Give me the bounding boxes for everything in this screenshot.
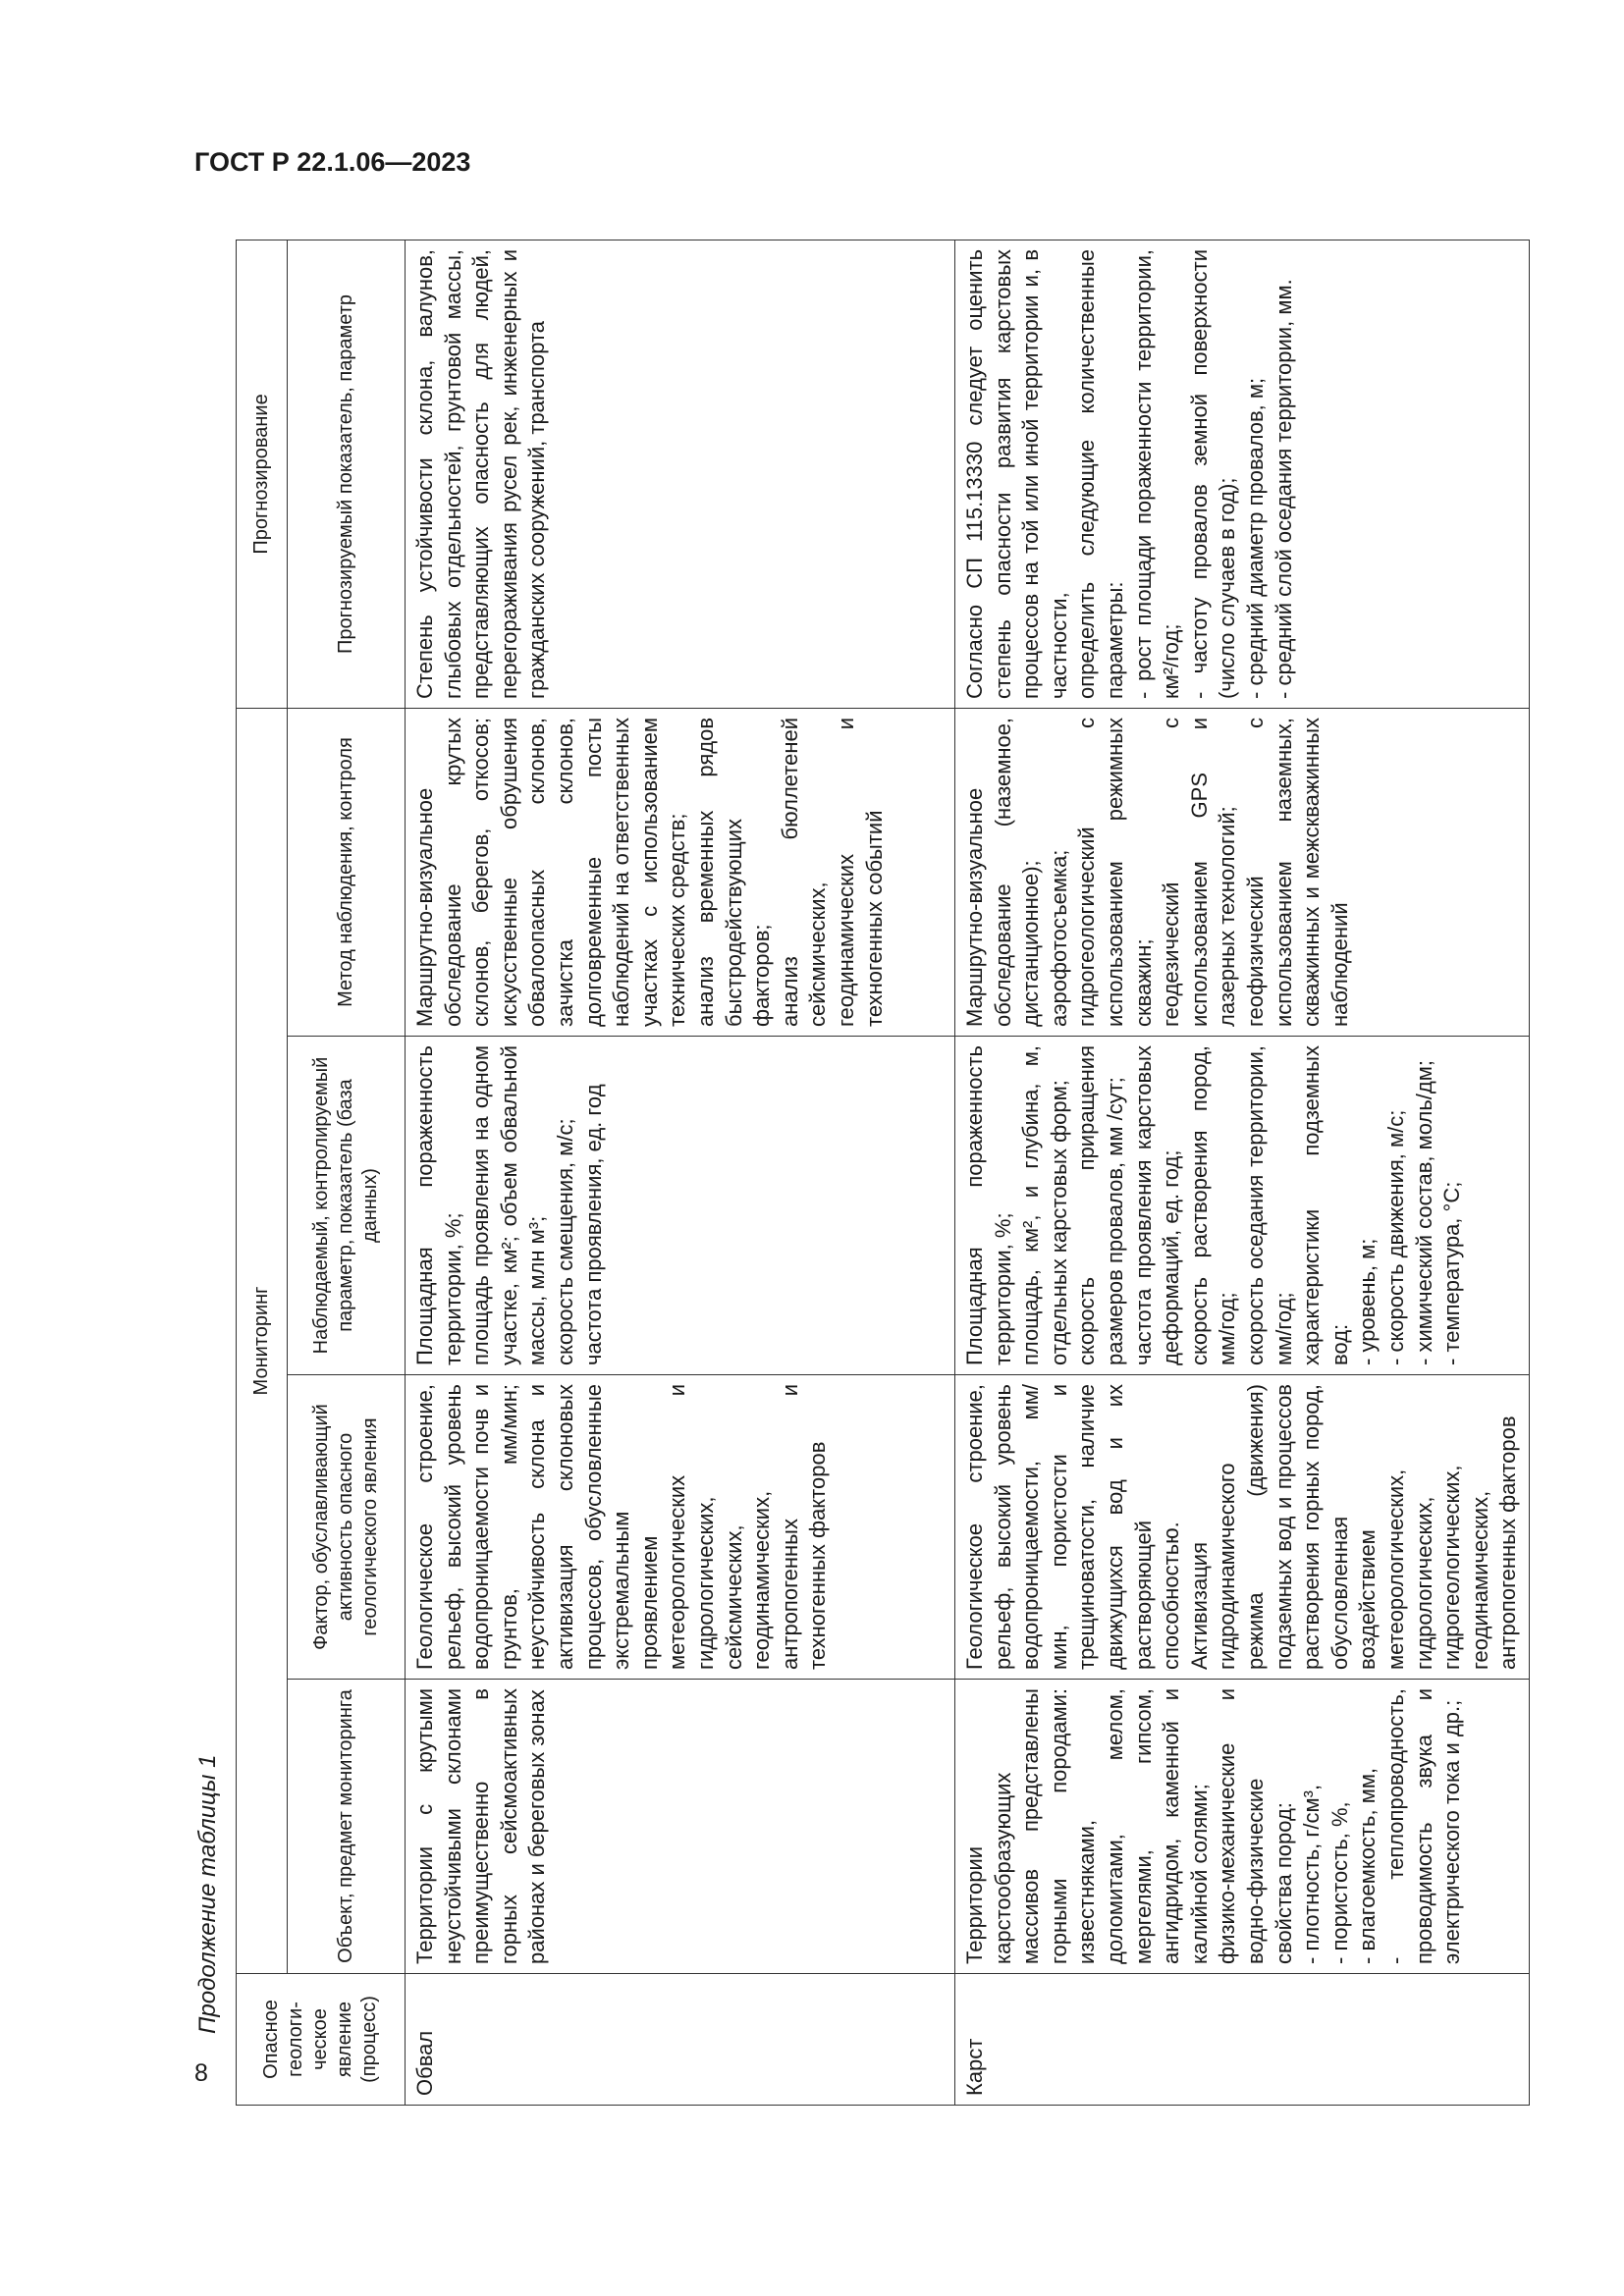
- list-item: аэрофотосъемка;: [1046, 849, 1071, 1027]
- header-forecast: Прогнозируемый показатель, параметр: [288, 240, 406, 708]
- list-item: - температура, °С;: [1439, 1181, 1465, 1365]
- cell-parameter: [406, 1037, 955, 1375]
- list-item: площадь проявления на одном участке, км²; объем обвальной массы, млн м³;: [468, 1045, 550, 1365]
- page-number: 8: [194, 2059, 208, 2087]
- list-item: - теплопроводность, проводимость звука и электрического тока и др.;: [1382, 1688, 1465, 1964]
- cell-factor: Геологическое строение, рельеф, высокий уровень водопроницаемости почв и грунтов, мм/мин; неустойчивость склона и активизация склоновых процессов, обусловленные экстремальным проявлением метеорологических и гидрологических, сейсмических, геодинамических, антропогенных и техногенных факторов: [406, 1375, 955, 1680]
- list-item: - химический состав, моль/дм;: [1411, 1060, 1436, 1365]
- cell-object: Территории с крутыми неустойчивыми склонами преимущественно в горных сейсмоактивных районах и береговых зонах: [406, 1680, 955, 1974]
- list-item: - влагоемкость, мм,: [1355, 1767, 1380, 1964]
- header-factor: Фактор, обуславливающий активность опасного геологического явления: [288, 1375, 406, 1680]
- document-header: ГОСТ Р 22.1.06—2023: [194, 147, 471, 177]
- cell-forecast: Степень устойчивости склона, валунов, глыбовых отдельностей, грунтовой массы, представляющих опасность для людей, перегораживания русел рек, инженерных и гражданских сооружений, транспорта: [406, 240, 955, 708]
- list-item: Согласно СП 115.13330 следует оценить степень опасности развития карстовых процессов на той или иной территории и, в частности,: [962, 248, 1071, 699]
- table-row-obval: [406, 240, 955, 2105]
- header-parameter: Наблюдаемый, контролируемый параметр, показатель (база данных): [288, 1037, 406, 1375]
- list-item: - уровень, м;: [1355, 1238, 1380, 1365]
- list-item: - плотность, г/см³,: [1299, 1784, 1325, 1964]
- list-item: Территории карстообразующих массивов представлены горными породами: известняками, доломитами, мелом, мергелями, гипсом, ангидридом, каменной и калийной солями;: [962, 1688, 1212, 1964]
- list-item: Маршрутно-визуальное обследование крутых склонов, берегов, откосов; искусственные обрушения обвалоопасных склонов, зачистка склонов, долговременные посты наблюдений на ответственных участках с использованием технических средств;: [412, 717, 690, 1027]
- list-item: частота проявления, ед. год: [580, 1084, 606, 1365]
- table-row-karst: [955, 240, 1530, 2105]
- list-item: Маршрутно-визуальное обследование (наземное, дистанционное);: [962, 717, 1044, 1027]
- cell-method: [406, 708, 955, 1036]
- list-item: геофизический с использованием наземных, скважинных и межскважинных наблюдений: [1242, 717, 1352, 1027]
- list-item: характеристики подземных вод:: [1299, 1045, 1352, 1365]
- list-item: - скорость движения, м/с;: [1382, 1109, 1408, 1365]
- list-item: - пористость, %,: [1326, 1801, 1352, 1964]
- list-item: скорость смещения, м/с;: [552, 1118, 577, 1365]
- list-item: частота проявления карстовых деформаций, ед. год;: [1130, 1045, 1184, 1365]
- header-method: Метод наблюдения, контроля: [288, 708, 406, 1036]
- cell-method: [955, 708, 1530, 1036]
- list-item: скорость растворения пород, мм/год;: [1186, 1045, 1240, 1365]
- list-item: гидрогеологический с использованием режимных скважин;: [1074, 717, 1156, 1027]
- list-item: Активизация гидродинамического режима (движения) подземных вод и процессов растворения горных пород, обусловленная воздействием метеорологических, гидрологических, гидрогеологических, геодинамических, антропогенных факторов: [1186, 1384, 1521, 1670]
- list-item: - рост площади пораженности территории, км²/год;: [1130, 248, 1184, 699]
- rotated-table-container: [236, 240, 1521, 2106]
- list-item: - частоту провалов земной поверхности (число случаев в год);: [1186, 248, 1240, 699]
- list-item: Площадная пораженность территории, %;: [962, 1045, 1015, 1365]
- list-item: скорость оседания территории, мм/год;: [1242, 1045, 1296, 1365]
- cell-phenomenon: Карст: [955, 1974, 1530, 2106]
- list-item: анализ бюллетеней сейсмических, геодинамических и техногенных событий: [777, 717, 887, 1027]
- header-phenomenon: Опасное геологи-ческое явление (процесс): [237, 1974, 406, 2106]
- list-item: площадь, км², и глубина, м, отдельных карстовых форм;: [1018, 1045, 1071, 1365]
- header-group-monitoring: Мониторинг: [237, 708, 288, 1973]
- list-item: геодезический с использованием GPS и лазерных технологий;: [1159, 717, 1240, 1027]
- list-item: - средний диаметр провалов, м;: [1242, 377, 1268, 699]
- cell-factor: [955, 1375, 1530, 1680]
- header-group-forecast: Прогнозирование: [237, 240, 288, 708]
- list-item: анализ временных рядов быстродействующих факторов;: [692, 717, 775, 1027]
- monitoring-table: [236, 240, 1530, 2106]
- list-item: Геологическое строение, рельеф, высокий уровень водопроницаемости, мм/мин, пористости и трещиноватости, наличие движущихся вод и их растворяющей способностью.: [962, 1384, 1184, 1670]
- list-item: физико-механические и водно-физические свойства пород:: [1215, 1688, 1296, 1964]
- list-item: Площадная пораженность территории, %;: [412, 1045, 465, 1365]
- list-item: скорость приращения размеров провалов, мм /сут;: [1074, 1045, 1127, 1365]
- table-caption: Продолжение таблицы 1: [194, 1754, 221, 2034]
- cell-parameter: [955, 1037, 1530, 1375]
- list-item: - средний слой оседания территории, мм.: [1271, 279, 1296, 699]
- cell-phenomenon: Обвал: [406, 1974, 955, 2106]
- list-item: определить следующие количественные параметры:: [1074, 248, 1127, 699]
- header-object: Объект, предмет мониторинга: [288, 1680, 406, 1974]
- cell-object: [955, 1680, 1530, 1974]
- cell-forecast: [955, 240, 1530, 708]
